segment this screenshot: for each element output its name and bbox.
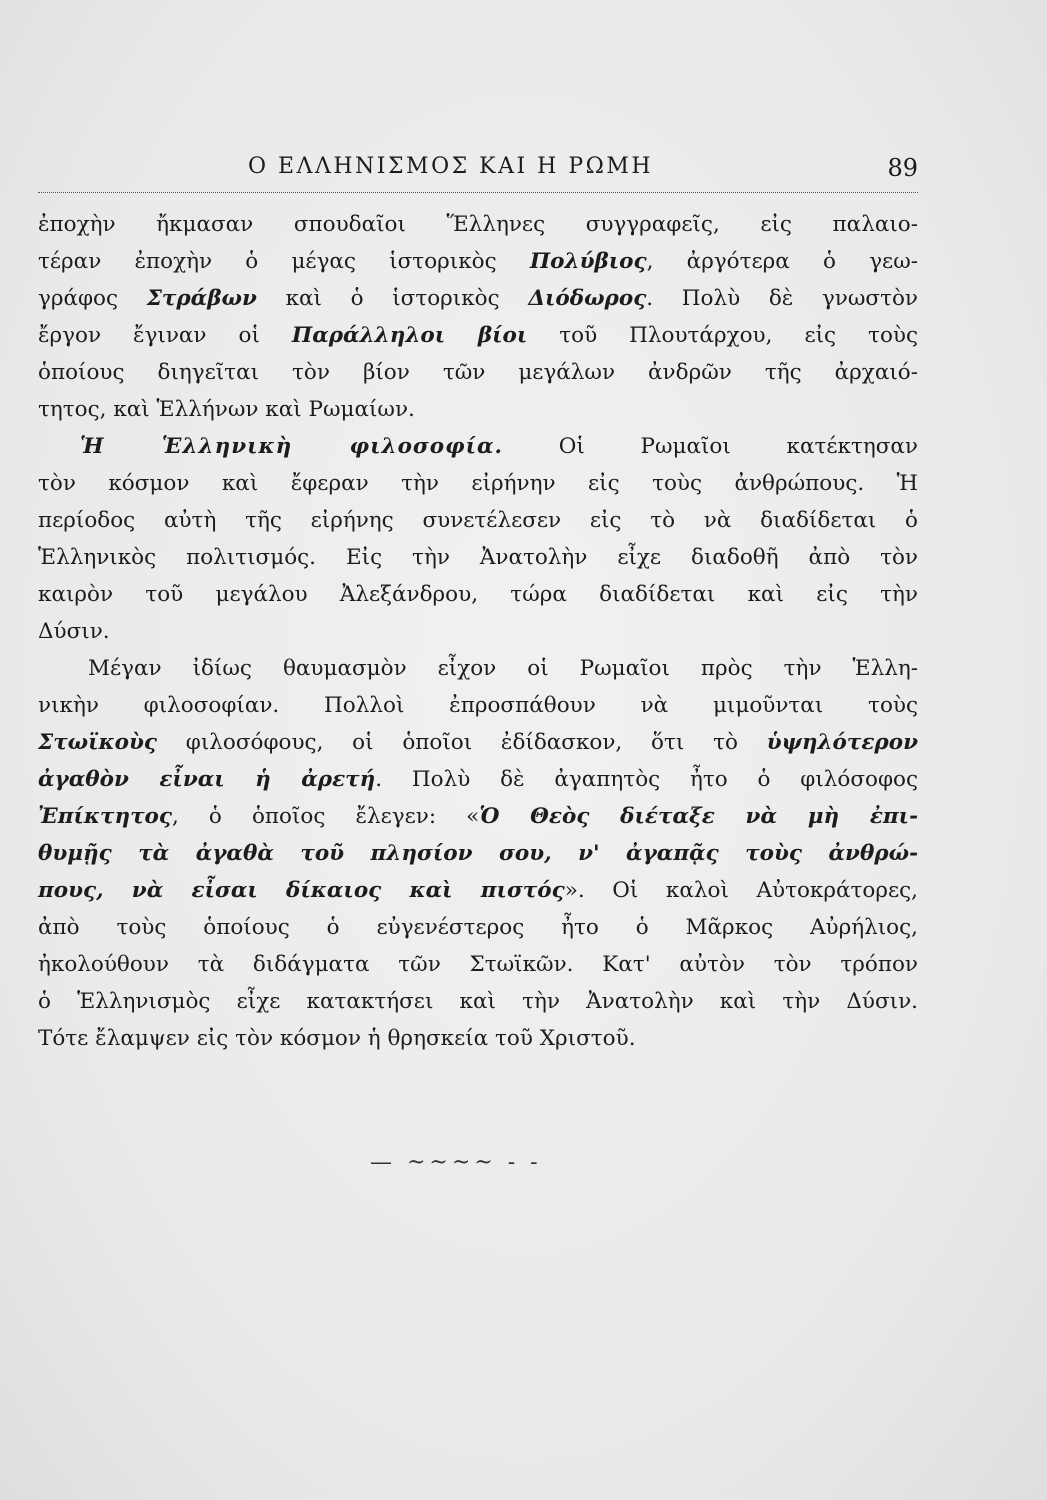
emphasis-quote: Ὁ Θεὸς διέταξε νὰ μὴ ἐπι-	[479, 804, 918, 829]
text-span: περίοδος αὐτὴ τῆς εἰρήνης συνετέλεσεν εἰς τὸ νὰ διαδίδεται ὁ	[38, 508, 918, 533]
text-span: τοῦ Πλουτάρχου, εἰς τοὺς	[527, 323, 918, 348]
text-span: ἔργον ἔγιναν οἱ	[38, 323, 292, 348]
section-heading: Ἡ Ἑλληνικὴ φιλοσοφία.	[80, 434, 504, 459]
text-span: Δύσιν.	[38, 619, 110, 644]
emphasis-name: Ἐπίκτητος	[38, 804, 172, 829]
text-span: Μέγαν ἰδίως θαυμασμὸν εἶχον οἱ Ρωμαῖοι πρὸς τὴν Ἑλλη-	[88, 656, 918, 681]
text-span: ἀπὸ τοὺς ὁποίους ὁ εὐγενέστερος ἦτο ὁ Μᾶρκος Αὐρήλιος,	[38, 915, 918, 940]
emphasis-name: Στράβων	[146, 286, 257, 311]
emphasis-name: Πολύβιος	[529, 249, 647, 274]
text-line	[38, 428, 918, 465]
text-line	[38, 465, 918, 502]
running-header	[38, 150, 918, 193]
text-span: ὁποίους διηγεῖται τὸν βίον τῶν μεγάλων ἀνδρῶν τῆς ἀρχαιό-	[38, 360, 918, 385]
text-span: φιλοσόφους, οἱ ὁποῖοι ἐδίδασκον, ὅτι τὸ	[157, 730, 767, 755]
text-line	[38, 798, 918, 835]
text-line	[38, 354, 918, 391]
end-ornament: — ~~~~ - -	[370, 1150, 542, 1175]
emphasis-name: Διόδωρος	[528, 286, 647, 311]
body-text	[38, 206, 918, 1057]
text-line	[38, 983, 918, 1020]
text-line	[38, 1020, 918, 1057]
text-line	[38, 391, 918, 428]
text-span: νικὴν φιλοσοφίαν. Πολλοὶ ἐπροσπάθουν νὰ μιμοῦνται τοὺς	[38, 693, 918, 718]
text-line	[38, 724, 918, 761]
text-span: . Πολὺ δὲ ἀγαπητὸς ἦτο ὁ φιλόσοφος	[375, 767, 918, 792]
text-span: γράφος	[38, 286, 147, 311]
text-line	[38, 206, 918, 243]
running-title: Ο ΕΛΛΗΝΙΣΜΟΣ ΚΑΙ Η ΡΩΜΗ	[248, 154, 654, 179]
text-line	[38, 872, 918, 909]
text-line	[38, 761, 918, 798]
text-span: καιρὸν τοῦ μεγάλου Ἀλεξάνδρου, τώρα διαδίδεται καὶ εἰς τὴν	[38, 582, 918, 607]
text-span: ». Οἱ καλοὶ Αὐτοκράτορες,	[564, 878, 918, 903]
text-line	[38, 946, 918, 983]
text-span: καὶ ὁ ἱστορικὸς	[256, 286, 529, 311]
emphasis-phrase: ἀγαθὸν εἶναι ἡ ἀρετή	[38, 767, 376, 792]
text-line	[38, 539, 918, 576]
text-span: Ἑλληνικὸς πολιτισμός. Εἰς τὴν Ἀνατολὴν εἶχε διαδοθῆ ἀπὸ τὸν	[38, 545, 918, 570]
text-line	[38, 613, 918, 650]
text-line	[38, 909, 918, 946]
text-span: ὁ Ἑλληνισμὸς εἶχε κατακτήσει καὶ τὴν Ἀνατολὴν καὶ τὴν Δύσιν.	[38, 989, 918, 1014]
emphasis-phrase: ὑψηλότερον	[766, 730, 918, 755]
text-span: . Πολὺ δὲ γνωστὸν	[646, 286, 918, 311]
text-line	[38, 280, 918, 317]
text-line	[38, 687, 918, 724]
text-span: Τότε ἔλαμψεν εἰς τὸν κόσμον ἡ θρησκεία τοῦ Χριστοῦ.	[38, 1026, 636, 1051]
text-span: ἐποχὴν ἤκμασαν σπουδαῖοι Ἕλληνες συγγραφεῖς, εἰς παλαιο-	[38, 212, 918, 237]
text-span: , ὁ ὁποῖος ἔλεγεν: «	[171, 804, 480, 829]
emphasis-quote: θυμῇς τὰ ἀγαθὰ τοῦ πλησίον σου, ν' ἀγαπᾷς τοὺς ἀνθρώ-	[38, 841, 918, 866]
text-line	[38, 502, 918, 539]
text-line	[38, 317, 918, 354]
text-line	[38, 576, 918, 613]
text-line	[38, 243, 918, 280]
text-span: ἠκολούθουν τὰ διδάγματα τῶν Στωϊκῶν. Κατ' αὐτὸν τὸν τρόπον	[38, 952, 918, 977]
text-span: τητος, καὶ Ἑλλήνων καὶ Ρωμαίων.	[38, 397, 415, 422]
text-span: Οἱ Ρωμαῖοι κατέκτησαν	[503, 434, 918, 459]
text-span: , ἀργότερα ὁ γεω-	[646, 249, 918, 274]
text-span: τὸν κόσμον καὶ ἔφεραν τὴν εἰρήνην εἰς τοὺς ἀνθρώπους. Ἡ	[38, 471, 918, 496]
page-number: 89	[887, 154, 918, 182]
text-span: τέραν ἐποχὴν ὁ μέγας ἱστορικὸς	[38, 249, 530, 274]
emphasis-name: Στωϊκοὺς	[38, 730, 158, 755]
emphasis-title: Παράλληλοι βίοι	[291, 323, 528, 348]
emphasis-quote: πους, νὰ εἶσαι δίκαιος καὶ πιστός	[38, 878, 565, 903]
text-line	[38, 835, 918, 872]
text-line	[38, 650, 918, 687]
